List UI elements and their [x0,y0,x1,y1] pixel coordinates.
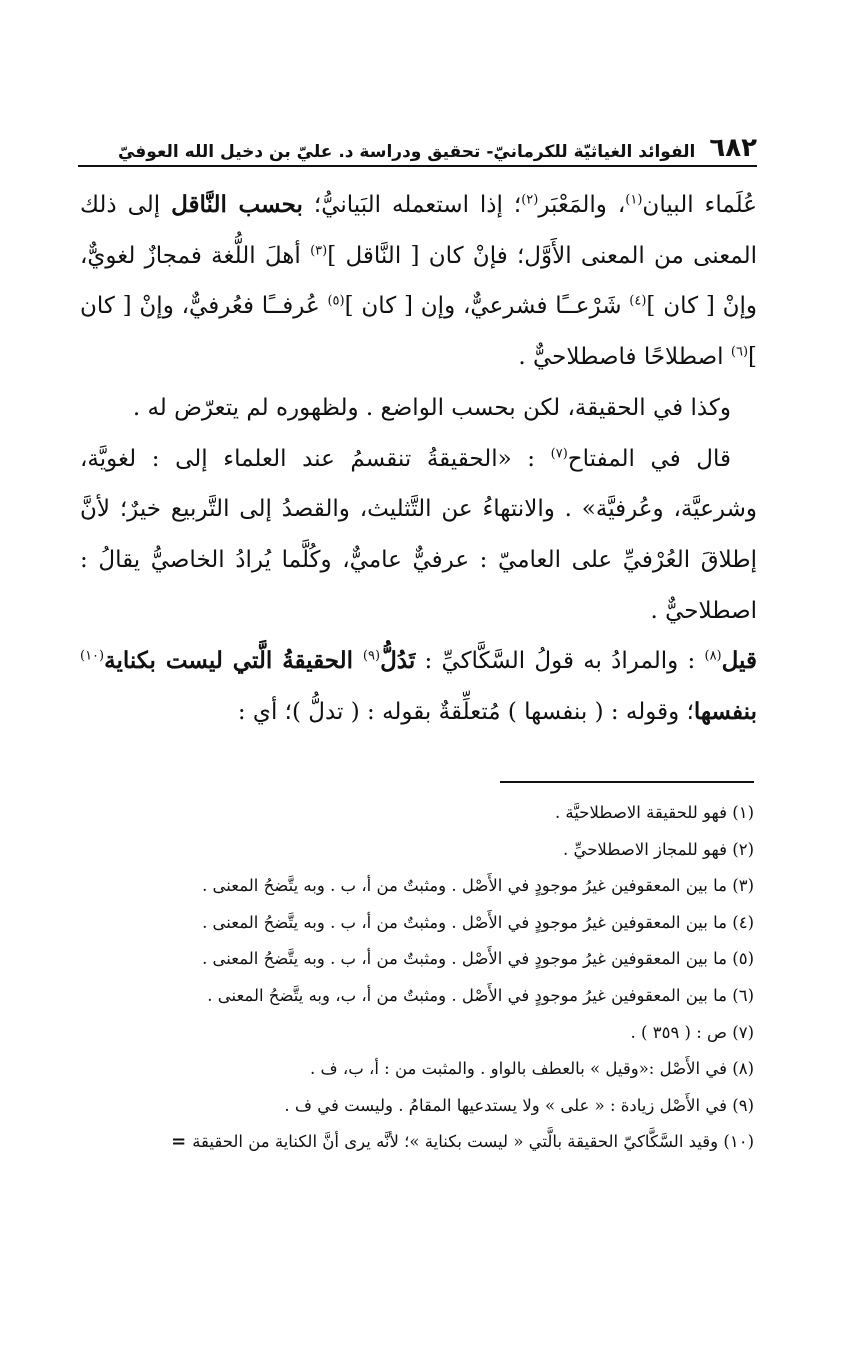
footnote-ref-9[interactable]: (٩) [362,648,381,664]
text-run: : والمرادُ به قولُ السَّكَّاكيِّ : [415,648,705,675]
page-number: ٦٨٢ [709,133,757,163]
text-run: عُرفــًا فعُرفيٌّ، وإنْ [ كان ] [80,293,757,371]
text-run: قال في المفتاح [567,445,732,472]
footnote-ref-8[interactable]: (٨) [704,648,722,664]
footnote-ref-4[interactable]: (٤) [629,293,647,309]
paragraph-2: وكذا في الحقيقة، لكن بحسب الواضع . ولظهوره لم يتعرّض له . [132,394,731,421]
text-run: : «الحقيقةُ تنقسمُ عند العلماء إلى : لغويَّة، وشرعيَّة، وعُرفيَّة» . والانتهاءُ عن التَّثليث، والقصدُ إلى التَّربيع خيرٌ؛ لأنَّ إطلاقَ العُرْفيِّ على العاميّ : عرفيٌّ عاميٌّ، وكُلَّما يُرادُ الخاصيُّ يقالُ : اصطلاحيٌّ . [80,445,757,624]
bold-term: تَدُلُّ [380,647,416,675]
footnote-separator [500,781,754,783]
footnote-ref-1[interactable]: (١) [625,192,643,208]
text-run: ، والمَعْبَر [538,192,626,218]
footnote-ref-3[interactable]: (٣) [310,243,328,259]
footnote-2: (٢) فهو للمجاز الاصطلاحيِّ . [562,839,754,859]
text-run: أهلَ اللُّغة فمجازٌ لغويٌّ، وإنْ [ كان ] [80,242,757,320]
paragraph-4 [80,636,757,737]
page-header [78,127,757,167]
bold-term: بنفسها [693,698,757,726]
bold-term: بحسب النَّاقل [171,191,303,218]
text-run: شَرْعــًا فشرعيٌّ، وإن [ كان ] [344,293,630,320]
footnote-8: (٨) في الأَصْل :«وقيل » بالعطف بالواو . والمثبت من : أ، ب، ف . [310,1059,754,1079]
footnote-6: (٦) ما بين المعقوفين غيرُ موجودٍ في الأَصْل . ومثبتٌ من أ، ب، وبه يتَّضحُ المعنى . [207,985,754,1005]
text-run: عُلَماء البيان [642,192,758,218]
text-run: ؛ إذا استعمله البَيانيُّ؛ [302,192,522,218]
paragraph-1 [80,180,757,383]
main-text [80,180,757,738]
footnote-ref-10[interactable]: (١٠) [80,648,105,664]
footnote-ref-6[interactable]: (٦) [730,344,749,360]
footnote-10 [40,1124,754,1161]
footnote-4: (٤) ما بين المعقوفين غيرُ موجودٍ في الأَصْل . ومثبتٌ من أ، ب . وبه يتَّضحُ المعنى . [202,912,754,932]
footnote-9: (٩) في الأَصْل زيادة : « على » ولا يستدعيها المقامُ . وليست في ف . [284,1095,754,1115]
text-run: اصطلاحًا فاصطلاحيٌّ . [518,344,731,371]
footnotes [40,795,754,1161]
footnote-ref-5[interactable]: (٥) [327,293,345,309]
footnote-1: (١) فهو للحقيقة الاصطلاحيَّة . [554,803,754,822]
footnote-ref-7[interactable]: (٧) [550,445,568,461]
bold-term: قيل [721,647,757,675]
bold-term: الحقيقةُ الَّتي ليست بكناية [104,647,363,675]
running-title: الفوائد الغياثيّة للكرمانيّ- تحقيق ودراسة د. عليّ بن دخيل الله العوفيّ [117,142,696,162]
footnote-7: (٧) ص : ( ٣٥٩ ) . [630,1022,754,1042]
footnote-3: (٣) ما بين المعقوفين غيرُ موجودٍ في الأَصْل . ومثبتٌ من أ، ب . وبه يتَّضحُ المعنى . [202,876,754,896]
text-run: ؛ وقوله : ( بنفسها ) مُتعلِّقةٌ بقوله : ( تدلُّ )؛ أي : [237,699,694,726]
text-run: إلى ذلك المعنى من المعنى الأَوَّل؛ فإنْ كان [ النَّاقل ] [80,192,757,269]
continuation-mark: = [171,1131,187,1153]
footnote-10-text: (١٠) وقيد السَّكَّاكيّ الحقيقة بالَّتي « ليست بكناية »؛ لأنَّه يرى أنَّ الكناية من الحقيقة [192,1132,754,1152]
footnote-ref-2[interactable]: (٢) [521,192,539,208]
paragraph-3 [80,434,757,637]
footnote-5: (٥) ما بين المعقوفين غيرُ موجودٍ في الأَصْل . ومثبتٌ من أ، ب . وبه يتَّضحُ المعنى . [202,949,754,969]
